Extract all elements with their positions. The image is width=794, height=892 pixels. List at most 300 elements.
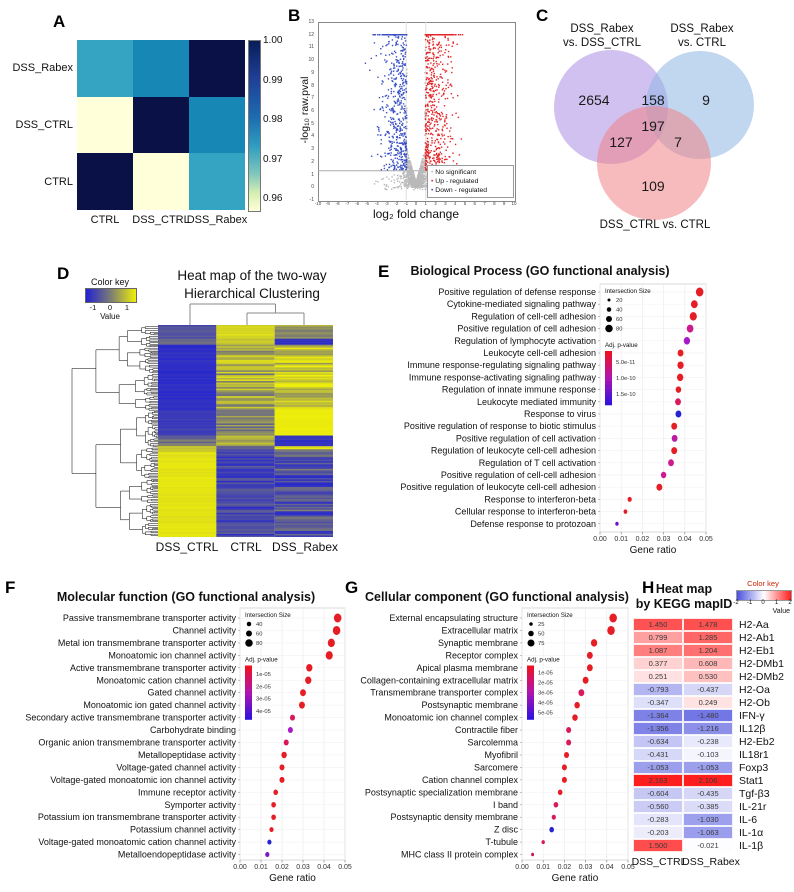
b-x-tick: 10: [511, 201, 517, 206]
go-term-dot: [671, 423, 677, 430]
category-label: Response to virus: [523, 409, 596, 419]
category-label: Extracellular matrix: [441, 625, 518, 636]
go-term-dot: [271, 802, 276, 808]
category-label: Sarcolemma: [467, 737, 518, 748]
h-color-key-tick: 2: [788, 600, 792, 606]
pvalue-legend-label: 3e-05: [256, 696, 271, 703]
go-term-dot: [549, 827, 554, 833]
x-tick-label: 0.03: [578, 864, 593, 871]
d-col-label: DSS_CTRL: [155, 540, 219, 554]
go-term-dot: [607, 626, 615, 635]
legend-dot-up: •: [431, 178, 434, 185]
pvalue-legend-label: 2e-05: [256, 684, 271, 691]
legend-label-up: Up - regulated: [435, 178, 479, 185]
go-term-dot: [671, 447, 677, 454]
category-label: Metallopeptidase activity: [137, 749, 236, 760]
correlation-cell: [133, 153, 189, 210]
category-label: Immune response-regulating signaling pathway: [407, 360, 596, 371]
category-label: Positive regulation of cell activation: [455, 433, 596, 444]
a-col-label: DSS_Rabex: [186, 214, 248, 227]
category-label: Carbohydrate binding: [149, 725, 236, 736]
b-x-tick: -2: [394, 201, 399, 206]
category-label: T-tubule: [485, 837, 518, 848]
x-tick-label: 0.03: [656, 536, 671, 543]
h-row-label: H2-DMb2: [739, 671, 784, 683]
d-color-key-label: Value: [100, 312, 120, 321]
b-y-tick: 11: [308, 44, 314, 51]
panel-a-label: A: [53, 12, 66, 31]
venn-count-set1-set2: 158: [641, 92, 665, 108]
panel-b-ylabel: -log₁₀ raw.pval: [299, 76, 311, 144]
d-col-label: DSS_Rabex: [271, 540, 339, 554]
category-label: Monoatomic ion channel complex: [384, 712, 518, 723]
category-label: Cytokine-mediated signaling pathway: [446, 299, 596, 310]
go-term-dot: [656, 484, 662, 491]
f-dotplot-svg: [0, 604, 350, 892]
g-dotplot-svg: [350, 604, 650, 892]
size-legend-title: Intersection Size: [245, 612, 291, 619]
kegg-cell: -0.560: [633, 800, 683, 813]
go-term-dot: [279, 777, 284, 783]
size-legend-label: 75: [538, 641, 545, 647]
go-term-dot: [578, 689, 584, 696]
go-term-dot: [300, 689, 306, 696]
size-legend-label: 60: [256, 631, 263, 638]
category-label: Postsynaptic specialization membrane: [364, 787, 518, 798]
go-term-dot: [554, 802, 559, 808]
a-colorbar-tick: 0.98: [263, 114, 283, 125]
kegg-cell: -0.203: [633, 826, 683, 839]
kegg-cell: -0.437: [683, 683, 733, 696]
pvalue-legend-label: 5e-05: [538, 710, 553, 717]
size-legend-title: Intersection Size: [527, 612, 573, 619]
venn-count-set1-set3: 127: [609, 134, 633, 150]
kegg-cell: -1.480: [683, 709, 733, 722]
pvalue-legend-label: 1e-05: [538, 670, 553, 677]
h-row-label: IL-1α: [739, 827, 764, 839]
b-y-tick: 4: [311, 133, 314, 140]
a-row-label: CTRL: [44, 175, 73, 188]
category-label: Active transmembrane transporter activity: [69, 662, 236, 673]
go-term-dot: [333, 626, 341, 635]
category-label: Immune receptor activity: [137, 787, 236, 798]
go-term-dot: [562, 777, 567, 783]
a-col-label: CTRL: [90, 214, 120, 227]
e-dotplot: [360, 280, 794, 572]
go-term-dot: [334, 614, 342, 623]
x-tick-label: 0.02: [275, 864, 289, 871]
h-row-label: H2-Aa: [739, 619, 769, 631]
h-row-label: IL18r1: [739, 749, 769, 761]
h-row-label: IL-6: [739, 814, 758, 826]
venn-count-set1-only: 2654: [578, 92, 610, 108]
go-term-dot: [566, 727, 571, 733]
category-label: Regulation of T cell activation: [478, 457, 596, 468]
correlation-cell: [133, 40, 189, 97]
b-x-tick: -1: [404, 201, 409, 206]
x-tick-label: 0.05: [338, 864, 352, 871]
go-term-dot: [290, 715, 295, 721]
category-label: Regulation of innate immune response: [441, 384, 596, 395]
b-y-tick: 3: [311, 146, 314, 153]
panel-h-label: H: [642, 578, 655, 597]
kegg-cell: -0.435: [683, 787, 733, 800]
pvalue-legend-label: 3e-05: [538, 690, 553, 697]
x-axis-label: Gene ratio: [269, 873, 316, 884]
h-row-label: H2-DMb1: [739, 658, 784, 670]
kegg-cell: -1.030: [683, 813, 733, 826]
category-label: Response to interferon-beta: [484, 494, 596, 505]
x-tick-label: 0.01: [614, 536, 629, 543]
a-colorbar-tick: 1.00: [263, 35, 283, 46]
category-label: Regulation of leukocyte cell-cell adhesion: [430, 445, 596, 456]
legend-dot-down: •: [431, 187, 434, 194]
d-title-line2: Hierarchical Clustering: [184, 286, 320, 301]
b-x-tick: 2: [434, 201, 437, 206]
h-col-label: DSS_Rabex: [682, 856, 740, 868]
category-label: Metal ion transmembrane transporter activity: [57, 637, 236, 648]
kegg-cell: -0.604: [633, 787, 683, 800]
h-row-label: IL12β: [739, 723, 766, 735]
go-term-dot: [696, 288, 704, 297]
b-x-tick: 5: [463, 201, 467, 206]
go-term-dot: [690, 312, 697, 321]
panel-g-label: G: [345, 578, 359, 597]
pvalue-legend-label: 1e-05: [256, 672, 271, 679]
d-cluster-heatmap: [158, 325, 333, 537]
go-term-dot: [676, 411, 682, 418]
b-x-tick: 4: [453, 201, 457, 206]
kegg-cell: 0.799: [633, 631, 683, 644]
kegg-cell: 0.530: [683, 670, 733, 683]
venn-count-set2-only: 9: [702, 92, 710, 108]
h-color-key-tick: 0: [761, 600, 765, 606]
pvalue-legend-title: Adj. p-value: [527, 656, 560, 664]
go-term-dot: [675, 398, 681, 405]
category-label: I band: [492, 799, 518, 810]
category-label: MHC class II protein complex: [400, 849, 518, 860]
panel-a-colorbar: [248, 40, 261, 212]
d-row-dendrogram: [70, 325, 158, 537]
b-x-tick: -6: [355, 201, 360, 206]
correlation-cell: [77, 40, 133, 97]
kegg-cell: 0.608: [683, 657, 733, 670]
x-tick-label: 0.00: [233, 864, 247, 871]
go-term-dot: [676, 386, 681, 393]
go-term-dot: [574, 702, 579, 709]
d-top-dendrogram: [158, 299, 334, 325]
kegg-cell: -1.216: [683, 722, 733, 735]
size-legend-label: 80: [616, 326, 623, 333]
d-color-key-tick: 1: [124, 303, 130, 312]
d-color-key-tick: 0: [107, 303, 113, 312]
size-legend-title: Intersection Size: [605, 288, 651, 295]
e-dotplot-svg: [360, 280, 794, 572]
b-x-tick: 8: [493, 201, 496, 206]
kegg-cell: -0.283: [633, 813, 683, 826]
kegg-cell: 1.500: [633, 839, 683, 852]
h-color-key-label: Value: [772, 608, 790, 615]
panel-e-label: E: [378, 262, 390, 281]
panel-b-xlabel: log₂ fold change: [372, 207, 460, 221]
size-legend-label: 20: [616, 298, 623, 304]
panel-c-label: C: [536, 6, 549, 25]
a-colorbar-tick: 0.99: [263, 74, 283, 86]
category-label: Postsynaptic membrane: [421, 700, 518, 711]
go-term-dot: [562, 764, 567, 770]
d-color-key-gradient: [85, 288, 137, 303]
category-label: Gated channel activity: [147, 687, 236, 698]
category-label: Positive regulation of cell-cell adhesion: [440, 470, 596, 480]
h-row-label: H2-Eb2: [739, 736, 775, 748]
x-tick-label: 0.04: [599, 864, 614, 871]
kegg-cell: -0.238: [683, 735, 733, 748]
b-x-tick: 0: [414, 201, 418, 206]
go-term-dot: [271, 814, 276, 820]
go-term-dot: [672, 435, 678, 442]
b-x-tick: -7: [345, 201, 350, 206]
go-term-dot: [572, 714, 577, 721]
b-x-tick: 6: [473, 201, 477, 206]
g-title: Cellular component (GO functional analysis): [365, 590, 629, 604]
size-legend-label: 40: [616, 307, 623, 314]
g-dotplot: [350, 604, 650, 892]
kegg-cell: 2.163: [633, 774, 683, 787]
category-label: External encapsulating structure: [389, 613, 518, 623]
category-label: Myofibril: [484, 749, 518, 760]
h-row-label: Stat1: [739, 775, 764, 787]
size-legend-label: 80: [256, 641, 263, 647]
go-term-dot: [615, 522, 618, 526]
h-color-key-tick: -1: [746, 600, 753, 606]
x-axis-label: Gene ratio: [629, 545, 677, 556]
f-dotplot: [0, 604, 350, 892]
h-row-label: IL-1β: [739, 840, 764, 852]
size-legend-label: 40: [256, 622, 263, 628]
kegg-cell: 1.204: [683, 644, 733, 657]
pvalue-legend-label: 4e-05: [256, 708, 271, 715]
pvalue-legend-label: 4e-05: [538, 700, 553, 707]
category-label: Synaptic membrane: [437, 637, 518, 648]
b-x-tick: 3: [444, 201, 447, 206]
category-label: Metalloendopeptidase activity: [117, 849, 236, 860]
correlation-cell: [189, 40, 245, 97]
go-term-dot: [564, 752, 569, 758]
category-label: Sarcomere: [473, 762, 518, 773]
pvalue-legend-label: 2e-05: [538, 680, 553, 687]
x-tick-label: 0.02: [635, 536, 650, 543]
b-y-tick: 7: [311, 95, 314, 102]
category-label: Channel activity: [172, 625, 236, 636]
b-x-tick: -8: [335, 201, 340, 206]
category-label: Apical plasma membrane: [416, 662, 518, 673]
go-term-dot: [326, 651, 333, 660]
go-term-dot: [281, 752, 286, 759]
f-title: Molecular function (GO functional analysis): [56, 590, 316, 604]
panel-b-legend: [427, 165, 514, 198]
b-x-tick: 1: [424, 201, 428, 206]
kegg-cell: -1.364: [633, 709, 683, 722]
category-label: Cation channel complex: [421, 774, 518, 785]
go-term-dot: [558, 790, 563, 796]
h-color-key-tick: -2: [733, 600, 739, 606]
category-label: Receptor complex: [445, 650, 518, 661]
kegg-cell: 0.249: [683, 696, 733, 709]
category-label: Monoatomic ion channel activity: [108, 650, 236, 661]
category-label: Immune response-activating signaling pathway: [408, 372, 596, 383]
kegg-cell: -0.347: [633, 696, 683, 709]
go-term-dot: [273, 790, 278, 796]
go-term-dot: [265, 852, 269, 857]
d-title-line1: Heat map of the two-way: [177, 268, 327, 283]
category-label: Positive regulation of leukocyte cell-cell adhesion: [400, 482, 596, 493]
go-term-dot: [624, 509, 628, 513]
go-term-dot: [691, 300, 698, 308]
x-tick-label: 0.05: [621, 864, 635, 871]
a-row-label: DSS_Rabex: [12, 62, 73, 75]
x-tick-label: 0.03: [296, 864, 310, 871]
pvalue-legend-title: Adj. p-value: [605, 342, 638, 349]
go-term-dot: [668, 459, 674, 466]
x-tick-label: 0.00: [593, 536, 607, 543]
legend-label-ns: No significant: [435, 169, 477, 176]
kegg-cell: 1.285: [683, 631, 733, 644]
go-term-dot: [587, 664, 593, 671]
kegg-cell: 0.377: [633, 657, 683, 670]
venn-count-all: 197: [641, 118, 665, 134]
x-tick-label: 0.01: [254, 864, 268, 871]
go-term-dot: [687, 325, 694, 333]
b-x-tick: -4: [374, 201, 379, 206]
venn-set1-title: DSS_Rabex vs. DSS_CTRL: [563, 23, 641, 49]
legend-label-down: Down - regulated: [435, 187, 488, 194]
category-label: Voltage-gated channel activity: [116, 762, 236, 773]
b-y-tick: 8: [311, 82, 314, 89]
a-colorbar-tick: 0.97: [263, 153, 283, 165]
d-col-label: CTRL: [230, 540, 262, 554]
correlation-cell: [77, 153, 133, 210]
size-legend-label: 60: [616, 317, 623, 323]
category-label: Organic anion transmembrane transporter activity: [38, 737, 236, 748]
kegg-cell: 1.478: [683, 618, 733, 631]
category-label: Positive regulation of cell adhesion: [457, 323, 596, 334]
h-row-label: Foxp3: [739, 762, 769, 774]
correlation-cell: [189, 97, 245, 154]
size-legend-label: 50: [538, 631, 545, 638]
b-y-tick: 9: [311, 69, 314, 76]
category-label: Regulation of lymphocyte activation: [454, 335, 596, 346]
kegg-cell: -0.431: [633, 748, 683, 761]
h-title-line2: by KEGG mapID: [635, 597, 733, 611]
pvalue-legend-label: 1.5e-10: [616, 391, 636, 398]
b-y-tick: 2: [311, 158, 314, 165]
size-legend-label: 25: [538, 622, 545, 628]
go-term-dot: [288, 727, 293, 733]
kegg-cell: 0.251: [633, 670, 683, 683]
h-row-label: H2-Eb1: [739, 645, 775, 657]
go-term-dot: [279, 764, 284, 770]
go-term-dot: [305, 677, 311, 685]
x-axis-label: Gene ratio: [551, 873, 599, 884]
go-term-dot: [609, 614, 617, 623]
go-term-dot: [531, 853, 534, 857]
x-tick-label: 0.04: [677, 536, 692, 543]
category-label: Passive transmembrane transporter activity: [62, 613, 236, 623]
b-y-tick: 1: [311, 171, 314, 178]
category-label: Transmembrane transporter complex: [370, 687, 518, 698]
b-y-tick: 0: [311, 184, 314, 191]
b-x-tick: -3: [384, 201, 389, 206]
kegg-cell: -0.385: [683, 800, 733, 813]
e-title: Biological Process (GO functional analysis): [410, 264, 670, 278]
category-label: Regulation of cell-cell adhesion: [471, 311, 596, 322]
a-colorbar-tick: 0.96: [263, 193, 283, 204]
kegg-cell: -0.634: [633, 735, 683, 748]
go-term-dot: [566, 740, 571, 746]
go-term-dot: [661, 472, 666, 479]
kegg-cell: -1.356: [633, 722, 683, 735]
x-tick-label: 0.04: [317, 864, 331, 871]
panel-b-label: B: [288, 6, 301, 25]
b-x-tick: -5: [364, 201, 370, 206]
h-col-label: DSS_CTRL: [631, 856, 687, 868]
x-tick-label: 0.02: [557, 864, 572, 871]
a-row-label: DSS_CTRL: [15, 119, 73, 132]
kegg-cell: 1.087: [633, 644, 683, 657]
b-y-tick: 5: [311, 120, 314, 127]
category-label: Voltage-gated monoatomic ion channel activity: [50, 774, 236, 785]
panel-d-label: D: [57, 264, 70, 283]
category-label: Secondary active transmembrane transporter activity: [25, 712, 236, 723]
b-y-tick: 10: [308, 57, 314, 64]
d-color-key-title: Color key: [90, 277, 130, 287]
go-term-dot: [299, 702, 305, 709]
go-term-dot: [306, 664, 312, 672]
go-term-dot: [678, 350, 684, 357]
panel-f-label: F: [5, 578, 16, 597]
venn-count-set2-set3: 7: [674, 134, 682, 150]
h-row-label: H2-Ab1: [739, 632, 775, 644]
h-title-line1: Heat map: [655, 582, 713, 596]
h-row-label: IFN-γ: [739, 710, 765, 722]
category-label: Positive regulation of defense response: [438, 287, 596, 297]
legend-dot-ns: •: [431, 169, 434, 176]
b-x-tick: -9: [325, 201, 330, 206]
venn-set2-title: DSS_Rabex vs. CTRL: [670, 23, 734, 49]
kegg-cell: -0.103: [683, 748, 733, 761]
kegg-cell: -0.021: [683, 839, 733, 852]
b-x-tick: -10: [314, 201, 322, 206]
go-term-dot: [328, 639, 335, 648]
kegg-cell: -0.793: [633, 683, 683, 696]
go-term-dot: [552, 815, 556, 820]
b-x-tick: 9: [502, 201, 506, 206]
venn-set3-title: DSS_CTRL vs. CTRL: [599, 219, 711, 231]
category-label: Monoatomic cation channel activity: [96, 675, 236, 686]
category-label: Collagen-containing extracellular matrix: [360, 675, 518, 686]
go-term-dot: [677, 374, 683, 382]
go-term-dot: [269, 827, 273, 832]
category-label: Postsynaptic density membrane: [390, 812, 518, 823]
kegg-cell: -1.053: [683, 761, 733, 774]
kegg-cell: 2.106: [683, 774, 733, 787]
category-label: Leukocyte mediated immunity: [476, 396, 596, 407]
go-term-dot: [583, 677, 589, 684]
a-col-label: DSS_CTRL: [132, 214, 190, 227]
correlation-cell: [133, 97, 189, 154]
h-row-label: H2-Oa: [739, 684, 770, 696]
category-label: Monoatomic ion gated channel activity: [83, 700, 236, 711]
